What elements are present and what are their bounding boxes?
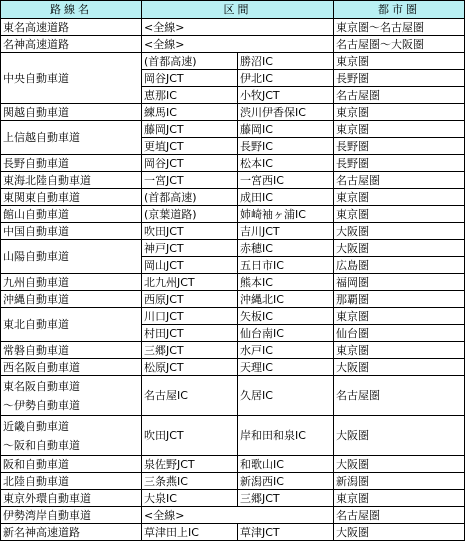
section-from-cell: 岡谷JCT (142, 70, 238, 87)
metro-cell: 大阪圏 (334, 416, 465, 456)
section-from-cell: 西原JCT (142, 291, 238, 308)
route-name-cell: 新名神高速道路 (1, 524, 142, 541)
metro-cell: 福岡圏 (334, 274, 465, 291)
route-name-cell: 東海北陸自動車道 (1, 172, 142, 189)
section-from-cell: (首都高速) (142, 189, 238, 206)
section-to-cell: 和歌山IC (238, 456, 334, 473)
metro-cell: 名古屋圏 (334, 87, 465, 104)
section-to-cell: 勝沼IC (238, 53, 334, 70)
section-to-cell: 赤穂IC (238, 240, 334, 257)
section-to-cell: 姉崎袖ヶ浦IC (238, 206, 334, 223)
metro-cell: 東京圏 (334, 104, 465, 121)
table-row (1, 36, 465, 53)
route-name-cell: 常磐自動車道 (1, 342, 142, 359)
section-full-cell: <全線> (142, 507, 334, 524)
table-row (1, 53, 465, 70)
metro-cell: 東京圏～名古屋圏 (334, 19, 465, 36)
section-from-cell: 恵那IC (142, 87, 238, 104)
metro-cell: 名古屋圏 (334, 507, 465, 524)
table-row (1, 104, 465, 121)
table-row (1, 189, 465, 206)
metro-cell: 大阪圏 (334, 456, 465, 473)
metro-cell: 東京圏 (334, 308, 465, 325)
section-from-cell: 三条燕IC (142, 473, 238, 490)
section-to-cell: 伊北IC (238, 70, 334, 87)
section-full-cell: <全線> (142, 36, 334, 53)
route-name-cell: 名神高速道路 (1, 36, 142, 53)
route-name-cell: 九州自動車道 (1, 274, 142, 291)
section-from-cell: 更埴JCT (142, 138, 238, 155)
section-from-cell: 三郷JCT (142, 342, 238, 359)
metro-cell: 名古屋圏 (334, 376, 465, 416)
section-to-cell: 成田IC (238, 189, 334, 206)
route-name-cell: 東京外環自動車道 (1, 490, 142, 507)
route-name-cell: 館山自動車道 (1, 206, 142, 223)
section-to-cell: 小牧JCT (238, 87, 334, 104)
route-name-cell: 山陽自動車道 (1, 240, 142, 274)
route-name-cell: 阪和自動車道 (1, 456, 142, 473)
metro-header: 都市圏 (334, 1, 465, 19)
table-row (1, 291, 465, 308)
route-name-cell: 関越自動車道 (1, 104, 142, 121)
table-row (1, 206, 465, 223)
header-row (1, 1, 465, 19)
section-to-cell: 水戸IC (238, 342, 334, 359)
section-from-cell: 草津田上IC (142, 524, 238, 541)
section-to-cell: 一宮西IC (238, 172, 334, 189)
route-name-cell: 東関東自動車道 (1, 189, 142, 206)
table-row (1, 376, 465, 416)
metro-cell: 新潟圏 (334, 473, 465, 490)
section-to-cell: 仙台南IC (238, 325, 334, 342)
metro-cell: 大阪圏 (334, 524, 465, 541)
table-row (1, 524, 465, 541)
section-from-cell: 神戸JCT (142, 240, 238, 257)
metro-cell: 大阪圏 (334, 240, 465, 257)
table-row (1, 19, 465, 36)
section-to-cell: 三郷JCT (238, 490, 334, 507)
route-name-cell: 西名阪自動車道 (1, 359, 142, 376)
table-row (1, 121, 465, 138)
table-row (1, 172, 465, 189)
table-row (1, 359, 465, 376)
metro-cell: 大阪圏 (334, 359, 465, 376)
section-to-cell: 吉川JCT (238, 223, 334, 240)
metro-cell: 東京圏 (334, 490, 465, 507)
metro-cell: 東京圏 (334, 189, 465, 206)
route-name-cell: 近畿自動車道 ～阪和自動車道 (1, 416, 142, 456)
table-row (1, 155, 465, 172)
table-body (1, 19, 465, 541)
section-to-cell: 長野IC (238, 138, 334, 155)
table-row (1, 223, 465, 240)
metro-cell: 東京圏 (334, 206, 465, 223)
route-name-cell: 中国自動車道 (1, 223, 142, 240)
section-to-cell: 岸和田和泉IC (238, 416, 334, 456)
section-to-cell: 渋川伊香保IC (238, 104, 334, 121)
metro-cell: 東京圏 (334, 121, 465, 138)
section-full-cell: <全線> (142, 19, 334, 36)
table-row (1, 490, 465, 507)
section-from-cell: 大泉IC (142, 490, 238, 507)
section-from-cell: 一宮JCT (142, 172, 238, 189)
section-from-cell: 吹田JCT (142, 223, 238, 240)
metro-cell: 長野圏 (334, 155, 465, 172)
metro-cell: 東京圏 (334, 53, 465, 70)
route-name-cell: 北陸自動車道 (1, 473, 142, 490)
section-from-cell: 藤岡JCT (142, 121, 238, 138)
route-name-cell: 東北自動車道 (1, 308, 142, 342)
route-name-cell: 伊勢湾岸自動車道 (1, 507, 142, 524)
section-to-cell: 久居IC (238, 376, 334, 416)
metro-cell: 名古屋圏 (334, 172, 465, 189)
table-row (1, 416, 465, 456)
section-to-cell: 熊本IC (238, 274, 334, 291)
table-row (1, 342, 465, 359)
route-header: 路線名 (1, 1, 142, 19)
table-row (1, 507, 465, 524)
section-from-cell: 川口JCT (142, 308, 238, 325)
section-to-cell: 新潟西IC (238, 473, 334, 490)
route-name-cell: 東名阪自動車道 ～伊勢自動車道 (1, 376, 142, 416)
route-name-cell: 中央自動車道 (1, 53, 142, 104)
section-to-cell: 天理IC (238, 359, 334, 376)
section-to-cell: 矢板IC (238, 308, 334, 325)
section-from-cell: (首都高速) (142, 53, 238, 70)
section-from-cell: (京葉道路) (142, 206, 238, 223)
section-from-cell: 練馬IC (142, 104, 238, 121)
section-from-cell: 泉佐野JCT (142, 456, 238, 473)
section-from-cell: 北九州JCT (142, 274, 238, 291)
table-row (1, 456, 465, 473)
section-to-cell: 沖縄北IC (238, 291, 334, 308)
metro-cell: 那覇圏 (334, 291, 465, 308)
metro-cell: 仙台圏 (334, 325, 465, 342)
table-row (1, 473, 465, 490)
section-to-cell: 草津JCT (238, 524, 334, 541)
route-name-cell: 東名高速道路 (1, 19, 142, 36)
route-name-cell: 沖縄自動車道 (1, 291, 142, 308)
section-header: 区間 (142, 1, 334, 19)
metro-cell: 名古屋圏～大阪圏 (334, 36, 465, 53)
section-to-cell: 藤岡IC (238, 121, 334, 138)
section-from-cell: 岡谷JCT (142, 155, 238, 172)
table-row (1, 274, 465, 291)
section-from-cell: 名古屋IC (142, 376, 238, 416)
table-row (1, 308, 465, 325)
section-to-cell: 松本IC (238, 155, 334, 172)
metro-cell: 長野圏 (334, 70, 465, 87)
metro-cell: 長野圏 (334, 138, 465, 155)
section-from-cell: 村田JCT (142, 325, 238, 342)
table-row (1, 240, 465, 257)
metro-cell: 広島圏 (334, 257, 465, 274)
metro-cell: 東京圏 (334, 342, 465, 359)
route-name-cell: 長野自動車道 (1, 155, 142, 172)
metro-cell: 大阪圏 (334, 223, 465, 240)
section-to-cell: 五日市IC (238, 257, 334, 274)
section-from-cell: 松原JCT (142, 359, 238, 376)
section-from-cell: 岡山JCT (142, 257, 238, 274)
route-name-cell: 上信越自動車道 (1, 121, 142, 155)
section-from-cell: 吹田JCT (142, 416, 238, 456)
